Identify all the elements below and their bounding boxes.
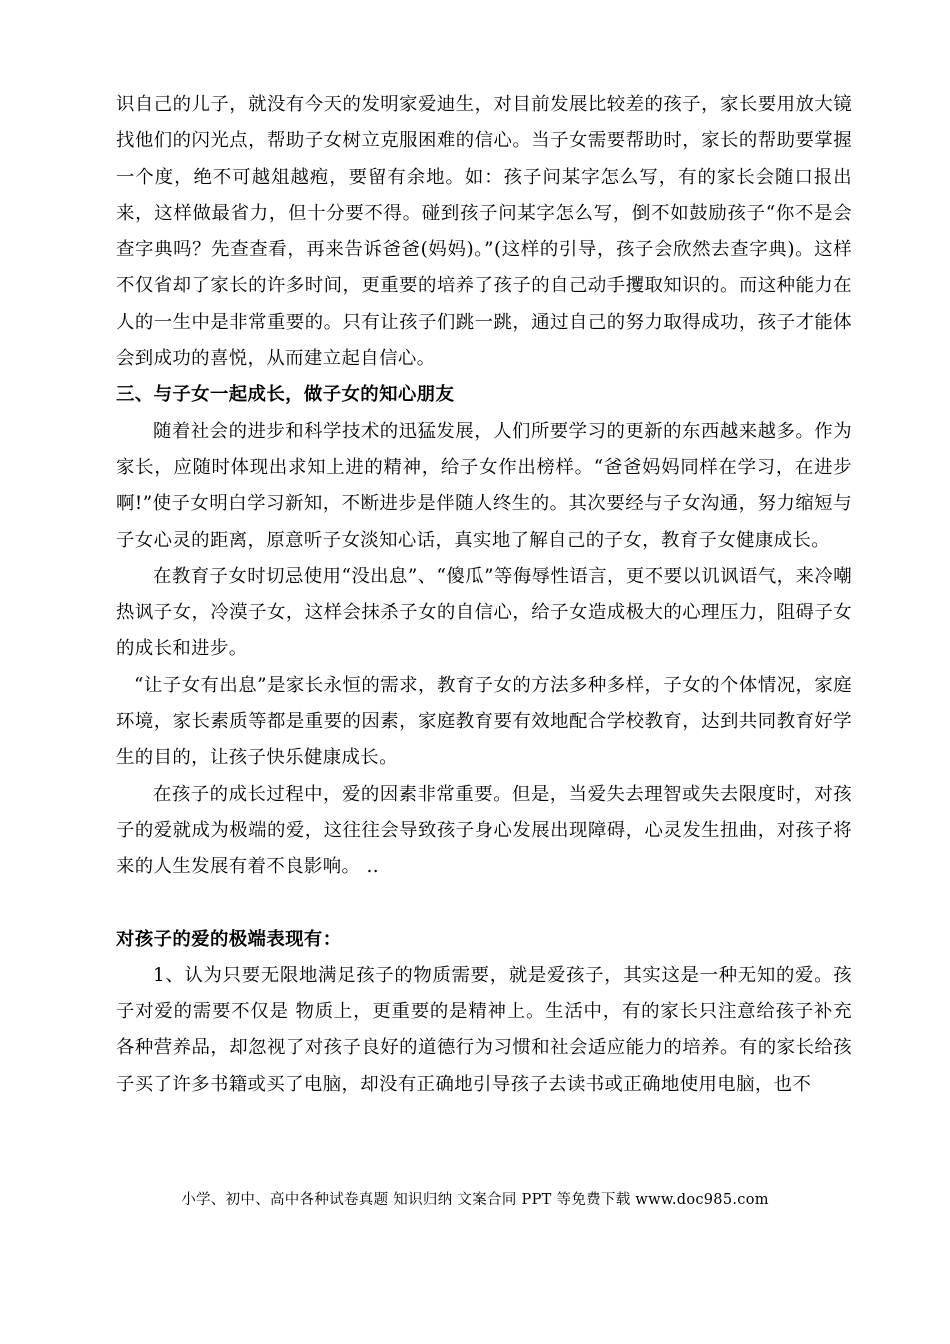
blank-line <box>116 886 852 922</box>
paragraph-successful-children: “让子女有出息”是家长永恒的需求，教育子女的方法多种多样，子女的个体情况，家庭环境，家长素质等都是重要的因素，家庭教育要有效地配合学校教育，达到共同教育好学生的目的，让孩子快乐健康成长。 <box>116 674 852 769</box>
document-body <box>116 87 852 1103</box>
paragraph-parent-example: 随着社会的进步和科学技术的迅猛发展，人们所要学习的更新的东西越来越多。作为家长，应随时体现出求知上进的精神，给子女作出榜样。“爸爸妈妈同样在学习，在进步啊!”使子女明白学习新知，不断进步是伴随人终生的。其次要经与子女沟通，努力缩短与子女心灵的距离，原意听子女淡知心话，真实地了解自己的子女，教育子女健康成长。 <box>116 420 852 551</box>
page-footer: 小学、初中、高中各种试卷真题 知识归纳 文案合同 PPT 等免费下载 www.doc985.com <box>181 1192 769 1208</box>
section-heading-extreme-love: 对孩子的爱的极端表现有： <box>116 928 342 950</box>
paragraph-material-love: 1、认为只要无限地满足孩子的物质需要，就是爱孩子，其实这是一种无知的爱。孩子对爱的需要不仅是 物质上，更重要的是精神上。生活中，有的家长只注意给孩子补充各种营养品，却忽视了对孩子良好的道德行为习惯和社会适应能力的培养。有的家长给孩子买了许多书籍或买了电脑，却没有正确地引导孩子去读书或正确地使用电脑，也不 <box>116 964 852 1095</box>
section-heading-grow-together: 三、与子女一起成长，做子女的知心朋友 <box>116 384 455 406</box>
paragraph-avoid-insults: 在教育子女时切忌使用“没出息”、“傻瓜”等侮辱性语言，更不要以讥讽语气，来冷嘲热讽子女，冷漠子女，这样会抹杀子女的自信心，给子女造成极大的心理压力，阻碍子女的成长和进步。 <box>116 565 852 660</box>
paragraph-praise-child: 识自己的儿子，就没有今天的发明家爱迪生，对目前发展比较差的孩子，家长要用放大镜找他们的闪光点，帮助子女树立克服困难的信心。当子女需要帮助时，家长的帮助要掌握一个度，绝不可越俎越疱，要留有余地。如：孩子问某字怎么写，有的家长会随口报出来，这样做最省力，但十分要不得。碰到孩子问某字怎么写，倒不如鼓励孩子“你不是会查字典吗？先查查看，再来告诉爸爸(妈妈)。”(这样的引导，孩子会欣然去查字典)。这样不仅省却了家长的许多时间，更重要的培养了孩子的自己动手攫取知识的。而这种能力在人的一生中是非常重要的。只有让孩子们跳一跳，通过自己的努力取得成功，孩子才能体会到成功的喜悦，从而建立起自信心。 <box>116 94 852 370</box>
paragraph-love-importance: 在孩子的成长过程中，爱的因素非常重要。但是，当爱失去理智或失去限度时，对孩子的爱就成为极端的爱，这往往会导致孩子身心发展出现障碍，心灵发生扭曲，对孩子将来的人生发展有着不良影响。 .. <box>116 783 852 878</box>
